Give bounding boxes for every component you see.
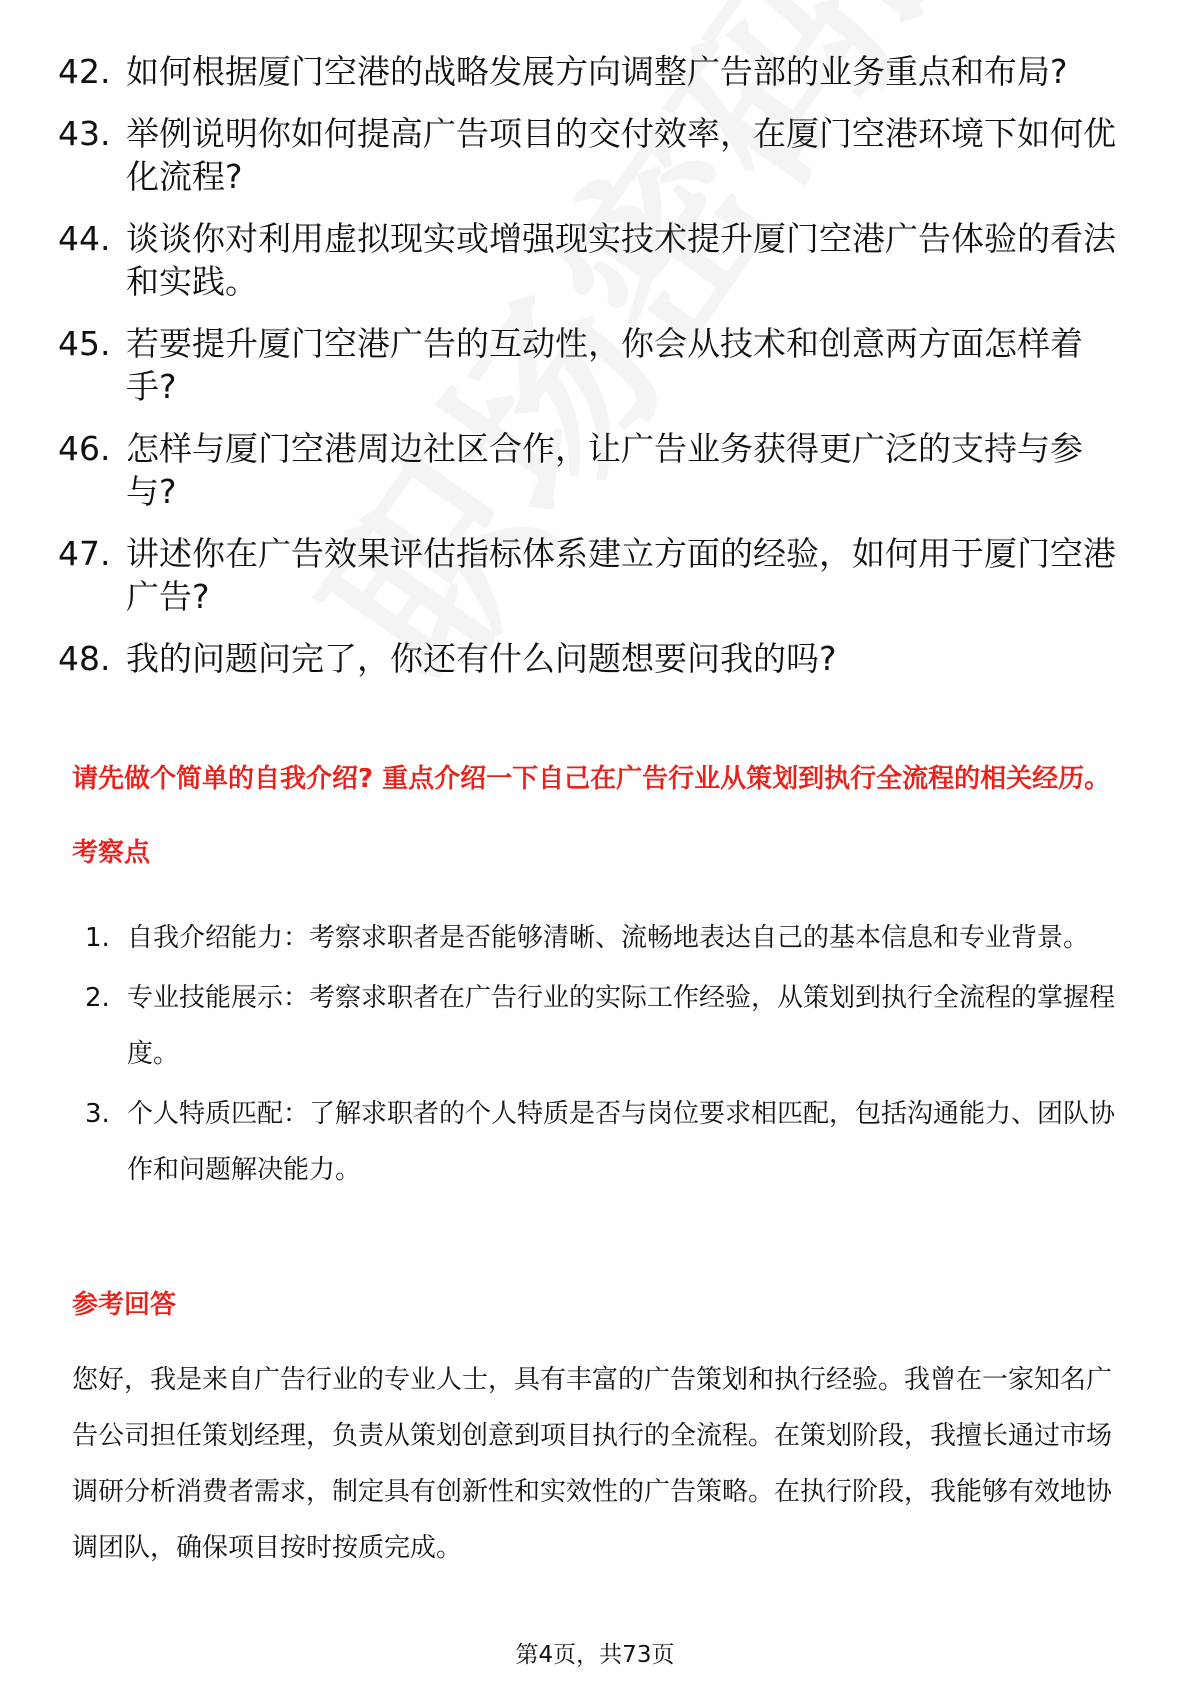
question-number: 43. (58, 114, 111, 153)
question-text: 若要提升厦门空港广告的互动性，你会从技术和创意两方面怎样着手? (126, 324, 1083, 406)
point-number: 3. (85, 1099, 110, 1129)
list-item (85, 910, 1115, 966)
question-number: 44. (58, 219, 111, 258)
question-text: 谈谈你对利用虚拟现实或增强现实技术提升厦门空港广告体验的看法和实践。 (126, 219, 1116, 301)
question-text: 怎样与厦门空港周边社区合作，让广告业务获得更广泛的支持与参与? (126, 429, 1083, 511)
question-list (58, 50, 1118, 699)
list-item (58, 217, 1118, 303)
points-list (85, 910, 1115, 1202)
question-number: 45. (58, 324, 111, 363)
answer-section-title: 参考回答 (72, 1290, 177, 1320)
question-number: 42. (58, 52, 111, 91)
list-item (58, 427, 1118, 513)
question-text: 讲述你在广告效果评估指标体系建立方面的经验，如何用于厦门空港广告? (126, 534, 1116, 616)
question-number: 46. (58, 429, 111, 468)
point-text: 专业技能展示：考察求职者在广告行业的实际工作经验，从策划到执行全流程的掌握程度。 (127, 983, 1116, 1069)
list-item (58, 637, 1118, 680)
list-item (85, 970, 1115, 1082)
question-number: 47. (58, 534, 111, 573)
question-text: 如何根据厦门空港的战略发展方向调整广告部的业务重点和布局? (126, 52, 1068, 91)
point-number: 2. (85, 983, 110, 1013)
point-text: 自我介绍能力：考察求职者是否能够清晰、流畅地表达自己的基本信息和专业背景。 (127, 923, 1090, 953)
point-text: 个人特质匹配：了解求职者的个人特质是否与岗位要求相匹配，包括沟通能力、团队协作和问题解决能力。 (127, 1099, 1116, 1185)
page-footer: 第4页，共73页 (515, 1642, 675, 1668)
answer-paragraph: 您好，我是来自广告行业的专业人士，具有丰富的广告策划和执行经验。我曾在一家知名广告公司担任策划经理，负责从策划创意到项目执行的全流程。在策划阶段，我擅长通过市场调研分析消费者需求，制定具有创新性和实效性的广告策略。在执行阶段，我能够有效地协调团队，确保项目按时按质完成。 (72, 1365, 1113, 1563)
point-number: 1. (85, 923, 110, 953)
list-item (58, 50, 1118, 93)
list-item (58, 322, 1118, 408)
list-item (58, 112, 1118, 198)
points-section-title: 考察点 (72, 838, 151, 868)
list-item (58, 532, 1118, 618)
question-text: 举例说明你如何提高广告项目的交付效率，在厦门空港环境下如何优化流程? (126, 114, 1116, 196)
main-question-heading: 请先做个简单的自我介绍? 重点介绍一下自己在广告行业从策划到执行全流程的相关经历。 (72, 764, 1111, 794)
question-number: 48. (58, 639, 111, 678)
list-item (85, 1086, 1115, 1198)
question-text: 我的问题问完了，你还有什么问题想要问我的吗? (126, 639, 837, 678)
